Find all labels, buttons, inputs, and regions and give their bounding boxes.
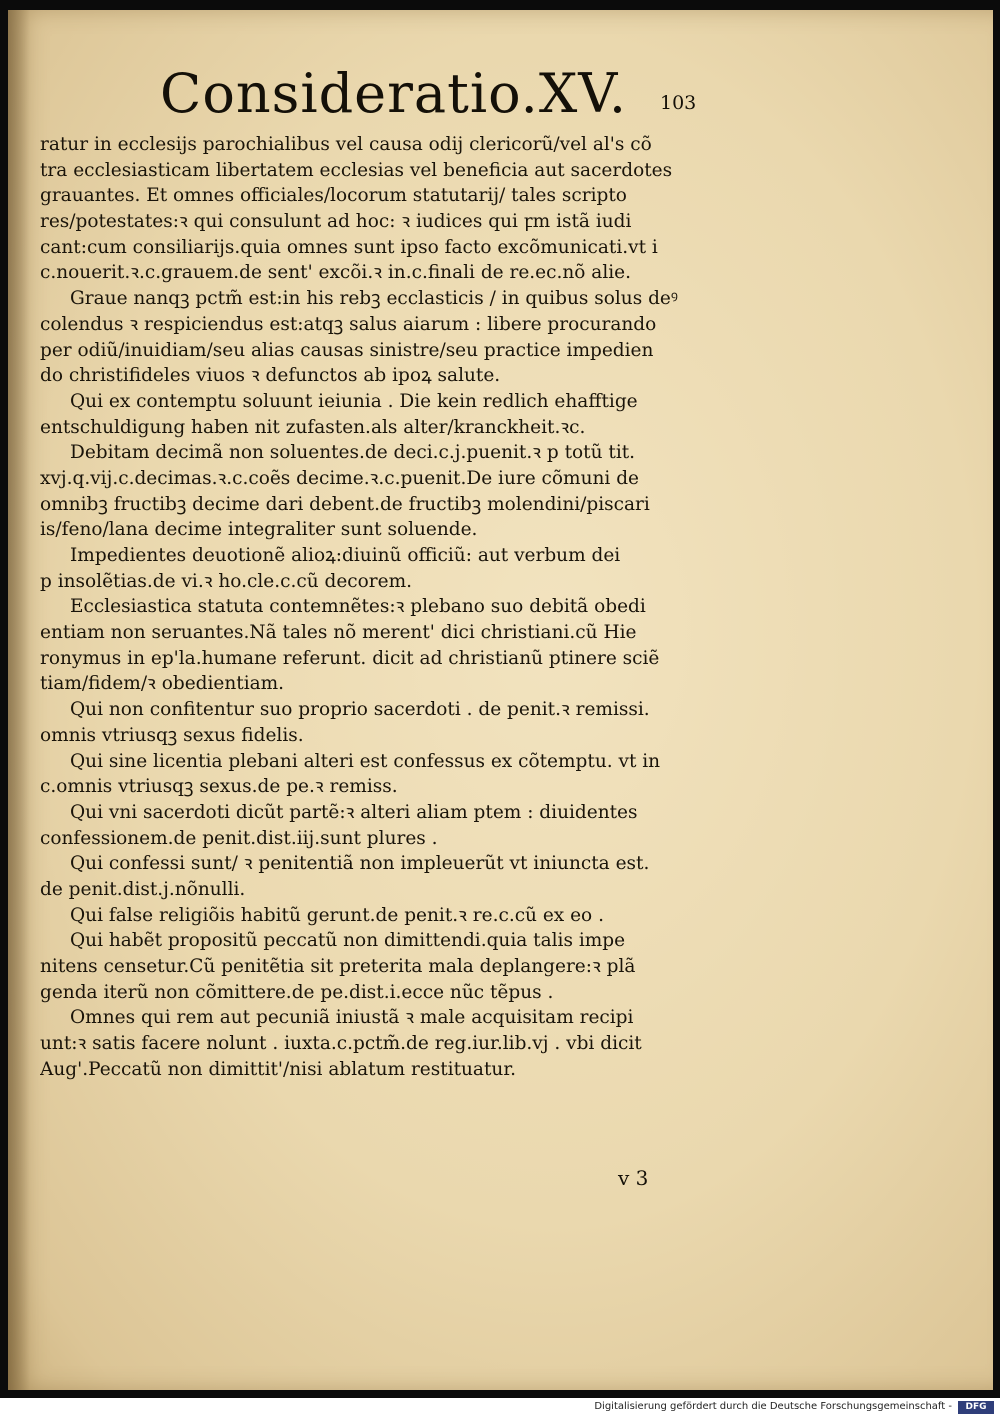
text-line: ratur in ecclesijs parochialibus vel causa odij clericorũ/vel al's cõ <box>40 134 652 155</box>
text-line: Ecclesiastica statuta contemnẽtes:ꝛ plebano suo debitã obedi <box>70 596 646 618</box>
text-line: ronymus in ep'la.humane referunt. dicit ad christianũ ptinere sciẽ <box>40 647 660 669</box>
text-line: colendus ꝛ respiciendus est:atqꝫ salus aiarum : libere procurando <box>40 313 657 335</box>
gutter-shadow <box>8 10 30 1390</box>
dfg-logo: DFG <box>958 1401 994 1414</box>
text-line: tra ecclesiasticam libertatem ecclesias vel beneficia aut sacerdotes <box>40 159 673 181</box>
text-line: omnis vtriusqꝫ sexus fidelis. <box>40 724 304 746</box>
text-line: do christifideles viuos ꝛ defunctos ab ipoꝝ salute. <box>40 365 501 387</box>
text-line: Qui false religiõis habitũ gerunt.de penit.ꝛ re.c.cũ ex eo . <box>70 904 604 926</box>
body-text <box>40 132 730 1082</box>
text-line: genda iterũ non cõmittere.de pe.dist.i.ecce nũc tẽpus . <box>40 981 554 1003</box>
text-line: res/potestates:ꝛ qui consulunt ad hoc: ꝛ iudices qui ꝼm istã iudi <box>40 211 632 233</box>
signature-mark: v 3 <box>618 1166 649 1190</box>
text-line: Qui ex contemptu soluunt ieiunia . Die kein redlich ehafftige <box>70 390 638 412</box>
text-line: omnibꝫ fructibꝫ decime dari debent.de fructibꝫ molendini/piscari <box>40 493 650 515</box>
text-line: Impedientes deuotionẽ alioꝝ:diuinũ officiũ: aut verbum dei <box>70 545 621 566</box>
text-line: xvj.q.vij.c.decimas.ꝛ.c.coẽs decime.ꝛ.c.puenit.De iure cõmuni de <box>40 467 639 489</box>
text-line: tiam/fidem/ꝛ obedientiam. <box>40 673 285 695</box>
text-line: Qui vni sacerdoti dicũt partẽ:ꝛ alteri aliam ptem : diuidentes <box>70 801 638 823</box>
text-line: Qui sine licentia plebani alteri est confessus ex cõtemptu. vt in <box>70 750 661 772</box>
text-line: entschuldigung haben nit zufasten.als alter/kranckheit.ꝛc. <box>40 416 586 438</box>
text-line: grauantes. Et omnes officiales/locorum statutarij/ tales scripto <box>40 185 627 207</box>
footer-bar <box>0 1398 1000 1418</box>
text-line: Aug'.Peccatũ non dimittit'/nisi ablatum restituatur. <box>40 1058 517 1080</box>
text-line: nitens censetur.Cũ penitẽtia sit preterita mala deplangere:ꝛ plã <box>40 956 636 977</box>
text-line: Graue nanqꝫ pctm̃ est:in his rebꝫ ecclasticis / in quibus solus deꝰ <box>70 288 678 310</box>
page-number: 103 <box>660 92 697 114</box>
digitization-credit: Digitalisierung gefördert durch die Deutsche Forschungsgemeinschaft - <box>594 1401 952 1412</box>
text-line: unt:ꝛ satis facere nolunt . iuxta.c.pctm̃.de reg.iur.lib.vj . vbi dicit <box>40 1033 642 1055</box>
text-line: is/feno/lana decime integraliter sunt soluende. <box>40 519 478 541</box>
text-line: entiam non seruantes.Nã tales nõ merent' dici christiani.cũ Hie <box>40 622 637 644</box>
text-line: per odiũ/inuidiam/seu alias causas sinistre/seu practice impedien <box>40 339 654 361</box>
text-line: Qui habẽt propositũ peccatũ non dimittendi.quia talis impe <box>70 930 626 952</box>
text-line: Qui confessi sunt/ ꝛ penitentiã non impleuerũt vt iniuncta est. <box>70 853 650 875</box>
text-line: p insolẽtias.de vi.ꝛ ho.cle.c.cũ decorem. <box>40 570 412 592</box>
text-line: de penit.dist.j.nõnulli. <box>40 878 246 900</box>
text-line: c.omnis vtriusqꝫ sexus.de pe.ꝛ remiss. <box>40 776 398 798</box>
text-line: confessionem.de penit.dist.iij.sunt plures . <box>40 827 438 849</box>
text-line: c.nouerit.ꝛ.c.grauem.de sent' excõi.ꝛ in.c.finali de re.ec.nõ alie. <box>40 262 631 284</box>
text-line: cant:cum consiliarijs.quia omnes sunt ipso facto excõmunicati.vt i <box>40 236 658 258</box>
page-heading: Consideratio.XV. <box>160 62 627 125</box>
text-line: Omnes qui rem aut pecuniã iniustã ꝛ male acquisitam recipi <box>70 1007 634 1029</box>
text-line: Qui non confitentur suo proprio sacerdoti . de penit.ꝛ remissi. <box>70 699 650 721</box>
text-line: Debitam decimã non soluentes.de deci.c.j.puenit.ꝛ p totũ tit. <box>70 442 636 464</box>
